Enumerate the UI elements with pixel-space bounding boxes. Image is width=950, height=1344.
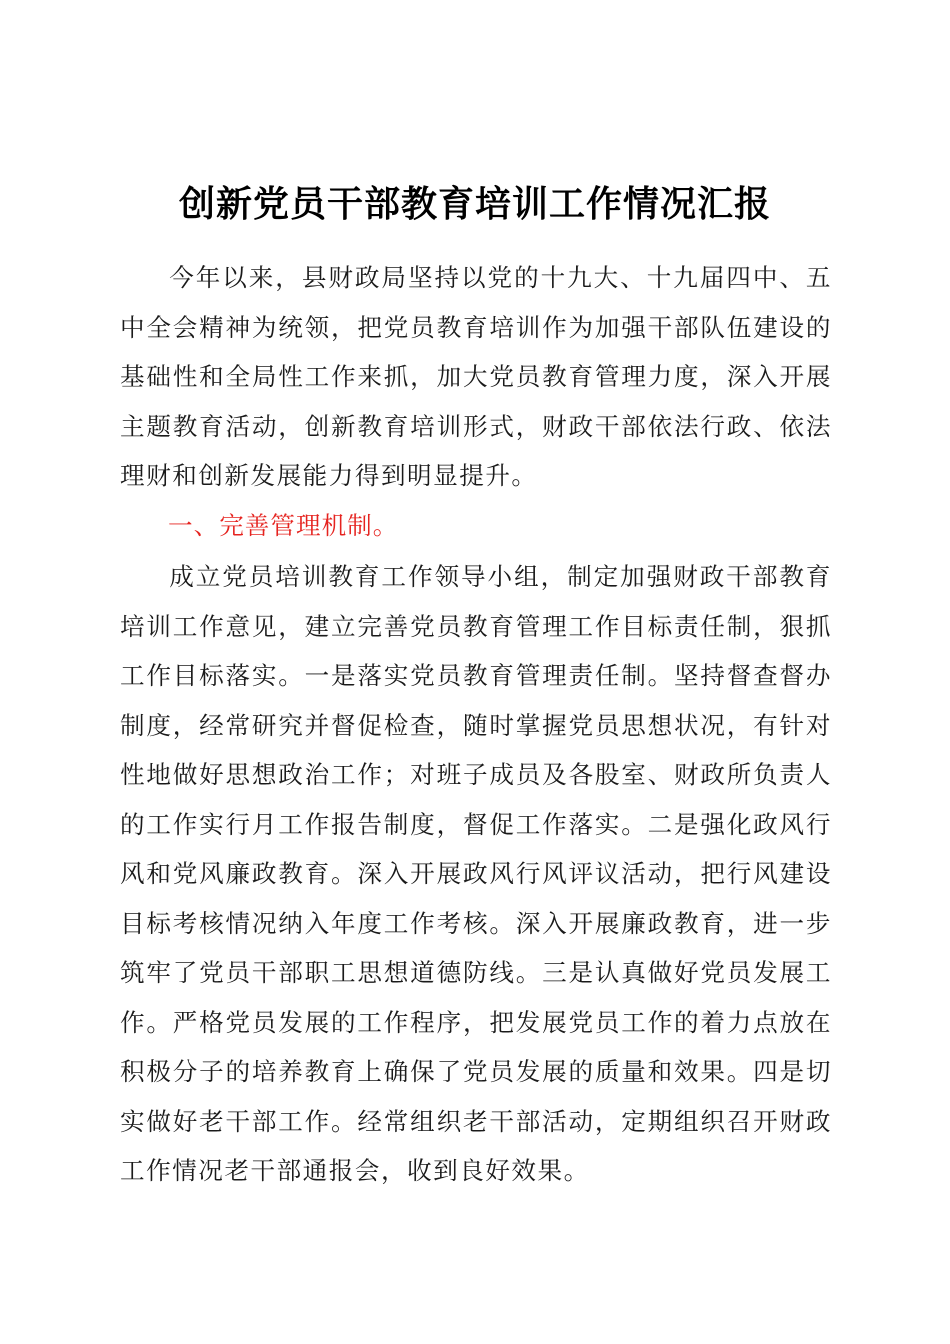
section-paragraph-1: 成立党员培训教育工作领导小组，制定加强财政干部教育培训工作意见，建立完善党员教育管理工作目标责任制，狠抓工作目标落实。一是落实党员教育管理责任制。坚持督查督办制度，经常研究并督促检查，随时掌握党员思想状况，有针对性地做好思想政治工作；对班子成员及各股室、财政所负责人的工作实行月工作报告制度，督促工作落实。二是强化政风行风和党风廉政教育。深入开展政风行风评议活动，把行风建设目标考核情况纳入年度工作考核。深入开展廉政教育，进一步筑牢了党员干部职工思想道德防线。三是认真做好党员发展工作。严格党员发展的工作程序，把发展党员工作的着力点放在积极分子的培养教育上确保了党员发展的质量和效果。四是切实做好老干部工作。经常组织老干部活动，定期组织召开财政工作情况老干部通报会，收到良好效果。 [120,562,832,1185]
document-title: 创新党员干部教育培训工作情况汇报 [178,183,771,225]
intro-paragraph: 今年以来，县财政局坚持以党的十九大、十九届四中、五中全会精神为统领，把党员教育培训作为加强干部队伍建设的基础性和全局性工作来抓，加大党员教育管理力度，深入开展主题教育活动，创新教育培训形式，财政干部依法行政、依法理财和创新发展能力得到明显提升。 [120,263,832,490]
section-heading-1: 一、完善管理机制。 [168,511,399,540]
